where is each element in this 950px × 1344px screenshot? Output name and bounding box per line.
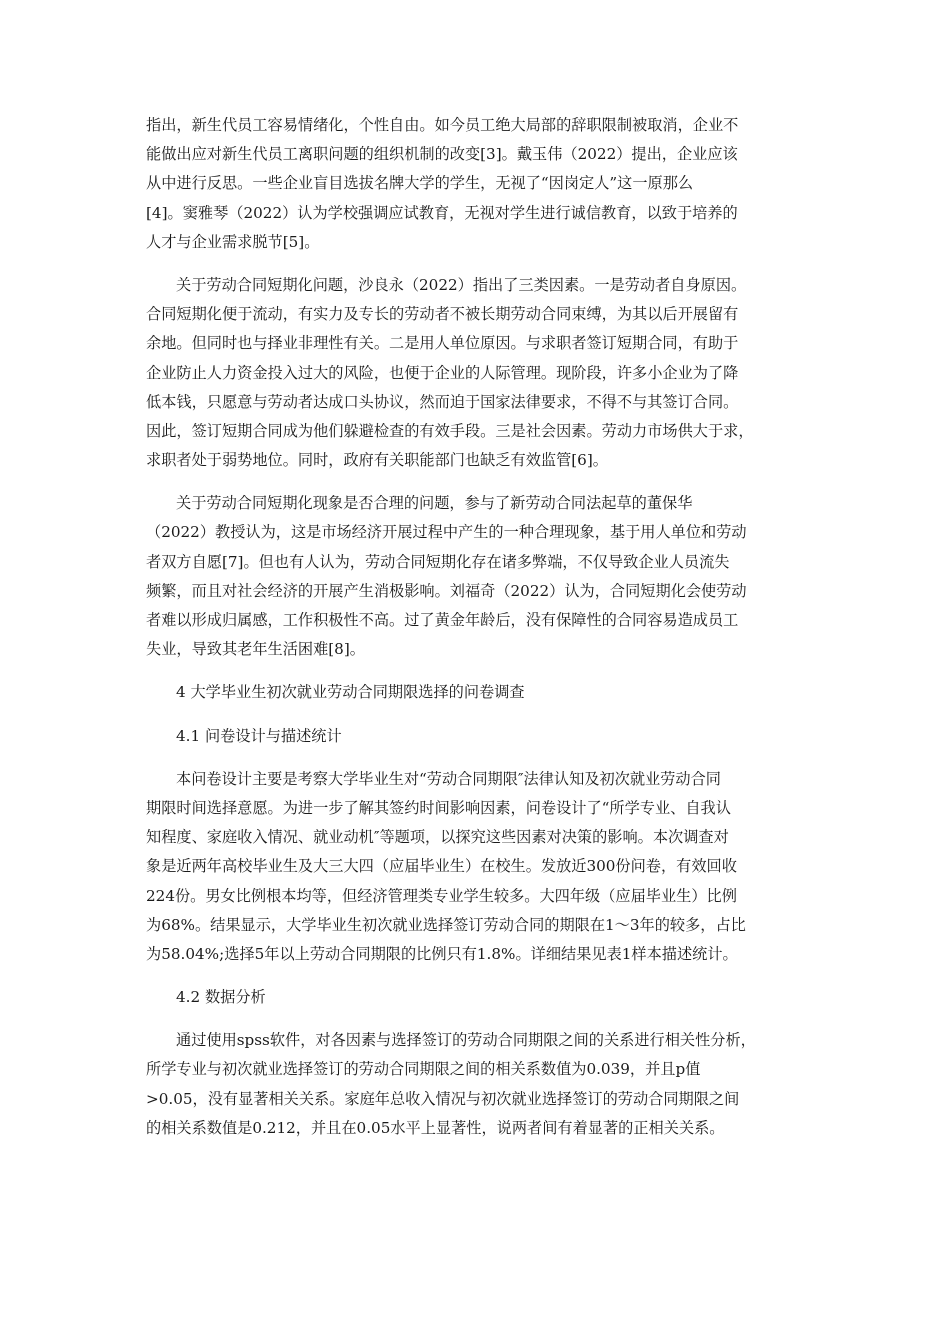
text-line: 知程度、家庭收入情况、就业动机″等题项，以探究这些因素对决策的影响。本次调查对 [146, 828, 729, 847]
text-line: 因此，签订短期合同成为他们躲避检查的有效手段。三是社会因素。劳动力市场供大于求， [146, 421, 754, 440]
text-line: 所学专业与初次就业选择签订的劳动合同期限之间的相关系数值为0.039，并且p值 [146, 1060, 701, 1079]
text-line: 从中进行反思。一些企业盲目选拔名牌大学的学生，无视了“因岗定人”这一原那么 [146, 174, 694, 193]
paragraph-4 [146, 765, 814, 969]
text-line: 为68%。结果显示，大学毕业生初次就业选择签订劳动合同的期限在1～3年的较多，占比 [146, 915, 746, 934]
section-heading-4 [146, 678, 814, 707]
text-line: 者难以形成归属感，工作积极性不高。过了黄金年龄后，没有保障性的合同容易造成员工 [146, 611, 739, 629]
paragraph-5 [146, 1026, 814, 1143]
text-line: （2022）教授认为，这是市场经济开展过程中产生的一种合理现象，基于用人单位和劳动 [146, 523, 747, 542]
text-line: 通过使用spss软件，对各因素与选择签订的劳动合同期限之间的关系进行相关性分析， [176, 1031, 756, 1050]
text-line: 能做出应对新生代员工离职问题的组织机制的改变[3]。戴玉伟（2022）提出，企业应该 [146, 145, 738, 164]
text-line: 频繁，而且对社会经济的开展产生消极影响。刘福奇（2022）认为，合同短期化会使劳动 [146, 581, 747, 600]
section-heading-4-2 [146, 983, 814, 1012]
text-line: 为58.04%;选择5年以上劳动合同期限的比例只有1.8%。详细结果见表1样本描述统计。 [146, 944, 738, 963]
text-line: 企业防止人力资金投入过大的风险，也便于企业的人际管理。现阶段，许多小企业为了降 [146, 363, 739, 382]
text-line: 指出，新生代员工容易情绪化，个性自由。如今员工绝大局部的辞职限制被取消，企业不 [146, 116, 739, 134]
document-page [146, 111, 814, 1157]
text-line: [4]。窦雅琴（2022）认为学校强调应试教育，无视对学生进行诚信教育，以致于培养的 [146, 203, 738, 222]
text-line: 低本钱，只愿意与劳动者达成口头协议，然而迫于国家法律要求，不得不与其签订合同。 [146, 392, 739, 411]
text-line: 余地。但同时也与择业非理性有关。二是用人单位原因。与求职者签订短期合同，有助于 [146, 334, 739, 353]
section-heading-4-1 [146, 722, 814, 751]
text-line: 合同短期化便于流动，有实力及专长的劳动者不被长期劳动合同束缚，为其以后开展留有 [146, 305, 739, 324]
text-line: 224份。男女比例根本均等，但经济管理类专业学生较多。大四年级（应届毕业生）比例 [146, 886, 737, 905]
text-line: 求职者处于弱势地位。同时，政府有关职能部门也缺乏有效监管[6]。 [146, 451, 608, 470]
text-line: 人才与企业需求脱节[5]。 [146, 232, 320, 251]
text-line: 期限时间选择意愿。为进一步了解其签约时间影响因素，问卷设计了“所学专业、自我认 [146, 798, 731, 817]
heading-text: 4 大学毕业生初次就业劳动合同期限选择的问卷调查 [176, 683, 525, 702]
paragraph-1 [146, 111, 814, 257]
paragraph-2 [146, 271, 814, 475]
text-line: 本问卷设计主要是考察大学毕业生对“劳动合同期限″法律认知及初次就业劳动合同 [176, 769, 721, 788]
paragraph-3 [146, 489, 814, 664]
text-line: 关于劳动合同短期化现象是否合理的问题，参与了新劳动合同法起草的董保华 [176, 494, 693, 513]
text-line: 象是近两年高校毕业生及大三大四（应届毕业生）在校生。发放近300份问卷，有效回收 [146, 857, 737, 876]
text-line: >0.05，没有显著相关关系。家庭年总收入情况与初次就业选择签订的劳动合同期限之间 [146, 1089, 740, 1108]
text-line: 失业，导致其老年生活困难[8]。 [146, 640, 365, 659]
text-line: 的相关系数值是0.212，并且在0.05水平上显著性，说两者间有着显著的正相关关系。 [146, 1118, 725, 1137]
text-line: 关于劳动合同短期化问题，沙良永（2022）指出了三类因素。一是劳动者自身原因。 [176, 275, 747, 294]
heading-text: 4.1 问卷设计与描述统计 [176, 726, 342, 745]
heading-text: 4.2 数据分析 [176, 988, 266, 1007]
text-line: 者双方自愿[7]。但也有人认为，劳动合同短期化存在诸多弊端，不仅导致企业人员流失 [146, 552, 730, 571]
